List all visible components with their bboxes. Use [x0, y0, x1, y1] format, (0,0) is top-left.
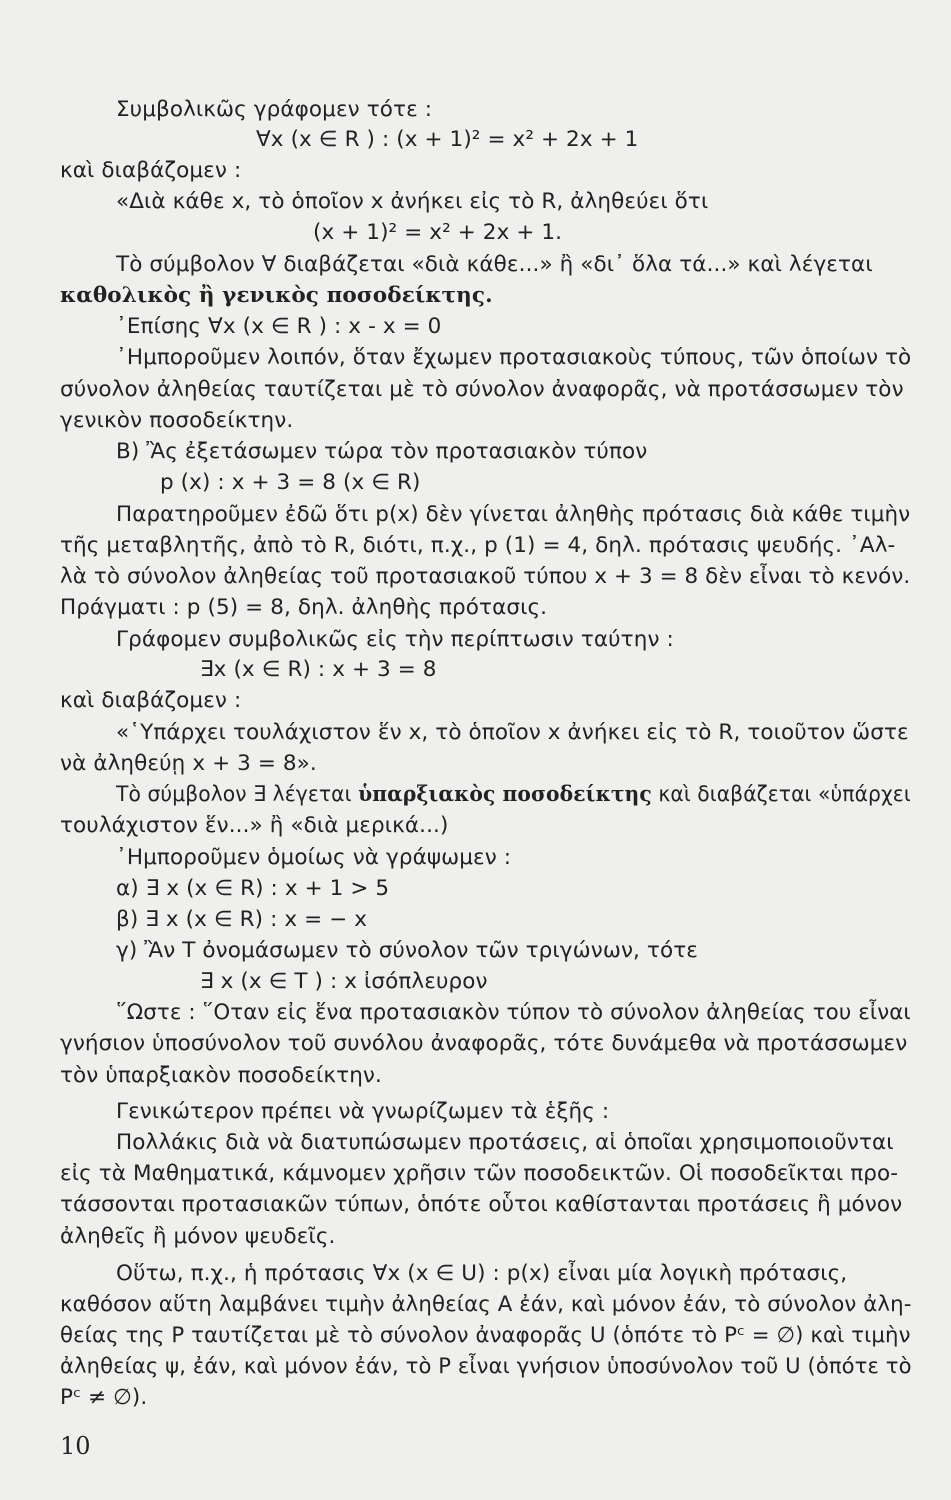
text-line: Γράφομεν συμβολικῶς εἰς τὴν περίπτωσιν ταύτην :: [116, 627, 674, 652]
text-line: καὶ διαβάζομεν :: [60, 158, 242, 183]
text-line: ᾽Ημποροῦμεν λοιπόν, ὅταν ἔχωμεν προτασιακοὺς τύπους, τῶν ὁποίων τὸ: [116, 345, 912, 370]
text-line: Γενικώτερον πρέπει νὰ γνωρίζωμεν τὰ ἑξῆς :: [116, 1099, 610, 1124]
text-line: γνήσιον ὑποσύνολον τοῦ συνόλου ἀναφορᾶς, τότε δυνάμεθα νὰ προτάσσωμεν: [60, 1031, 908, 1056]
text-line: καὶ διαβάζομεν :: [60, 688, 242, 713]
text-line: Πολλάκις διὰ νὰ διατυπώσωμεν προτάσεις, αἱ ὁποῖαι χρησιμοποιοῦνται: [116, 1130, 894, 1155]
text-line: λὰ τὸ σύνολον ἀληθείας τοῦ προτασιακοῦ τύπου x + 3 = 8 δὲν εἶναι τὸ κενόν.: [60, 564, 911, 589]
text-line: Οὕτω, π.χ., ἡ πρότασις ∀x (x ∈ U) : p(x) εἶναι μία λογικὴ πρότασις,: [116, 1261, 848, 1286]
text-line: εἰς τὰ Μαθηματικά, κάμνομεν χρῆσιν τῶν ποσοδεικτῶν. Οἱ ποσοδεῖκται προ-: [60, 1161, 899, 1186]
text-line: γ) Ἂν Τ ὀνομάσωμεν τὸ σύνολον τῶν τριγώνων, τότε: [116, 938, 698, 963]
bold-term: ὑπαρξιακὸς ποσοδείκτης: [358, 782, 652, 807]
text-line: νὰ ἀληθεύῃ x + 3 = 8».: [60, 751, 317, 776]
formula-line: ᾽Επίσης ∀x (x ∈ R ) : x - x = 0: [116, 314, 442, 339]
text-line: Β) Ἂς ἐξετάσωμεν τώρα τὸν προτασιακὸν τύπον: [116, 439, 648, 464]
text-line: καθόσον αὕτη λαμβάνει τιμὴν ἀληθείας Α ἐάν, καὶ μόνον ἐάν, τὸ σύνολον ἀλη-: [60, 1292, 912, 1317]
text-line: τάσσονται προτασιακῶν τύπων, ὁπότε οὗτοι καθίστανται προτάσεις ἢ μόνον: [60, 1192, 903, 1217]
text-line: ἀληθεῖς ἢ μόνον ψευδεῖς.: [60, 1224, 336, 1249]
formula-line: ∃ x (x ∈ T ) : x ἰσόπλευρον: [200, 969, 488, 994]
text-line: «Διὰ κάθε x, τὸ ὁποῖον x ἀνήκει εἰς τὸ R, ἀληθεύει ὅτι: [116, 189, 709, 214]
text-run: Τὸ σύμβολον ∃ λέγεται: [116, 782, 359, 807]
formula-line: β) ∃ x (x ∈ R) : x = − x: [116, 907, 368, 932]
formula-line: p (x) : x + 3 = 8 (x ∈ R): [160, 470, 421, 495]
formula-line: α) ∃ x (x ∈ R) : x + 1 > 5: [116, 876, 390, 901]
text-line: «῾Υπάρχει τουλάχιστον ἕν x, τὸ ὁποῖον x ἀνήκει εἰς τὸ R, τοιοῦτον ὥστε: [116, 720, 909, 745]
text-line: σύνολον ἀληθείας ταυτίζεται μὲ τὸ σύνολον ἀναφορᾶς, νὰ προτάσσωμεν τὸν: [60, 377, 904, 402]
text-line: τουλάχιστον ἕν...» ἢ «διὰ μερικά...): [60, 813, 449, 838]
text-run: καὶ διαβάζεται «ὑπάρχει: [651, 782, 911, 807]
formula-line: ∃x (x ∈ R) : x + 3 = 8: [200, 657, 437, 682]
formula-line: (x + 1)² = x² + 2x + 1.: [313, 220, 563, 245]
text-line: [116, 780, 911, 810]
text-line: ᾽Ημποροῦμεν ὁμοίως νὰ γράψωμεν :: [116, 845, 512, 870]
text-line: Συμβολικῶς γράφομεν τότε :: [116, 97, 433, 122]
text-line: γενικὸν ποσοδείκτην.: [60, 408, 294, 433]
text-line: Παρατηροῦμεν ἐδῶ ὅτι p(x) δὲν γίνεται ἀληθὴς πρότασις διὰ κάθε τιμὴν: [116, 502, 911, 527]
formula-line: ∀x (x ∈ R ) : (x + 1)² = x² + 2x + 1: [256, 127, 639, 152]
bold-term-line: καθολικὸς ἢ γενικὸς ποσοδείκτης.: [60, 283, 493, 308]
text-line: ἀληθείας ψ, ἐάν, καὶ μόνον ἐάν, τὸ Ρ εἶναι γνήσιον ὑποσύνολον τοῦ U (ὁπότε τὸ: [60, 1354, 912, 1379]
text-line: θείας της Ρ ταυτίζεται μὲ τὸ σύνολον ἀναφορᾶς U (ὁπότε τὸ Pᶜ = ∅) καὶ τιμὴν: [60, 1323, 911, 1348]
text-line: τὸν ὑπαρξιακὸν ποσοδείκτην.: [60, 1063, 382, 1088]
page-number: 10: [60, 1432, 91, 1460]
text-line: ῞Ωστε : ῞Οταν εἰς ἕνα προτασιακὸν τύπον τὸ σύνολον ἀληθείας του εἶναι: [116, 1000, 911, 1025]
text-line: τῆς μεταβλητῆς, ἀπὸ τὸ R, διότι, π.χ., p (1) = 4, δηλ. πρότασις ψευδής. ᾽Αλ-: [60, 533, 896, 558]
text-line: Τὸ σύμβολον ∀ διαβάζεται «διὰ κάθε...» ἢ «δι᾽ ὅλα τά...» καὶ λέγεται: [116, 252, 873, 277]
text-line: Πράγματι : p (5) = 8, δηλ. ἀληθὴς πρότασις.: [60, 595, 548, 620]
text-line: Pᶜ ≠ ∅).: [60, 1385, 148, 1410]
